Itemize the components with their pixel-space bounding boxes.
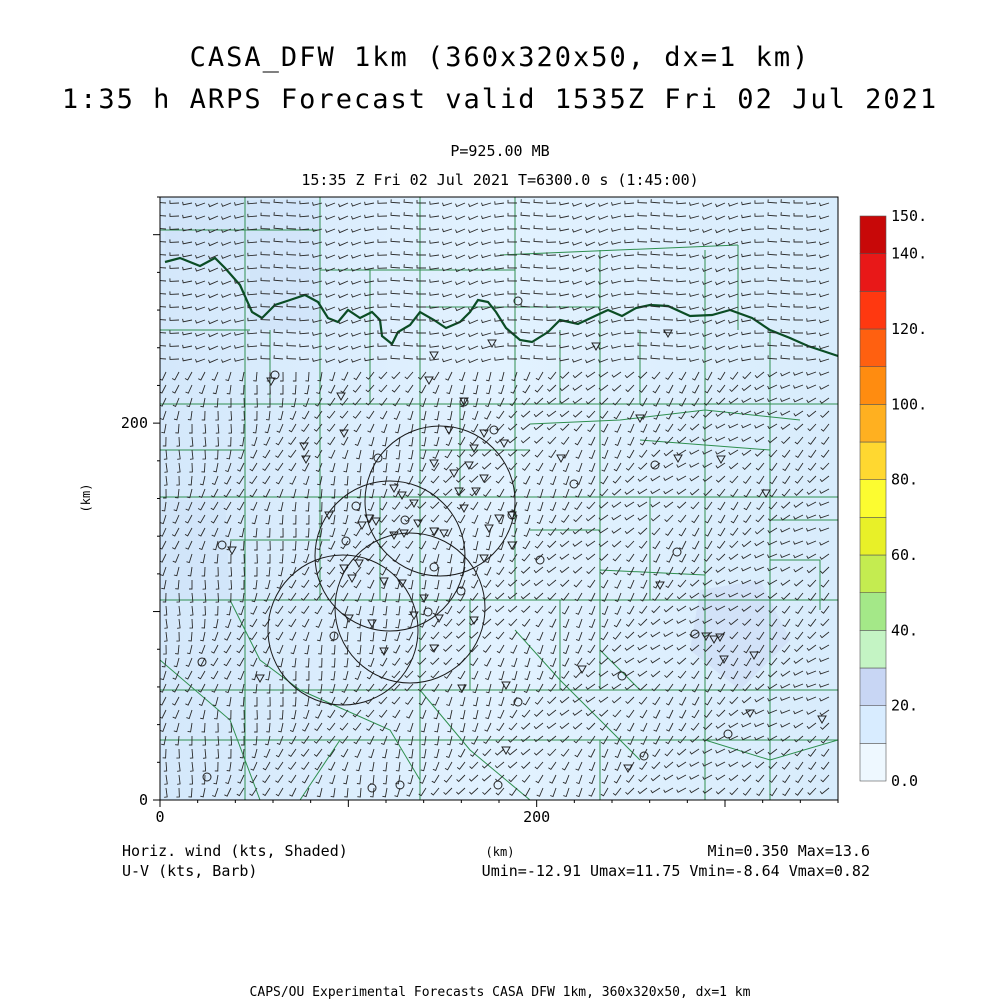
uv-stats-readout: Umin=-12.91 Umax=11.75 Vmin=-8.64 Vmax=0.82: [481, 862, 870, 880]
colorbar-swatch: [860, 480, 886, 518]
wind-shade-patch: [160, 500, 230, 600]
plot-area: [157, 197, 838, 800]
colorbar-swatch: [860, 517, 886, 555]
y-tick-label: 200: [120, 414, 148, 433]
y-axis-label: (km): [79, 483, 93, 513]
min-max-readout: Min=0.350 Max=13.6: [707, 842, 870, 860]
colorbar-swatch: [860, 706, 886, 744]
colorbar-swatch: [860, 743, 886, 781]
x-axis-ticks: [160, 800, 838, 807]
vector-label: U-V (kts, Barb): [122, 862, 258, 880]
colorbar-label: 120.: [891, 320, 928, 338]
colorbar-label: 80.: [891, 470, 919, 489]
colorbar-label: 20.: [891, 696, 919, 715]
colorbar-swatch: [860, 367, 886, 405]
colorbar-label: 100.: [891, 395, 928, 414]
y-axis-ticks: [153, 197, 160, 800]
colorbar-swatch: [860, 593, 886, 631]
colorbar-swatch: [860, 329, 886, 367]
x-tick-label: 200: [523, 808, 551, 826]
colorbar: [860, 207, 927, 790]
y-tick-label: 0: [138, 791, 148, 809]
colorbar-swatch: [860, 630, 886, 668]
colorbar-swatch: [860, 668, 886, 706]
pressure-level: P=925.00 MB: [450, 142, 550, 160]
colorbar-swatch: [860, 291, 886, 329]
colorbar-label: 140.: [891, 244, 928, 263]
valid-time: 15:35 Z Fri 02 Jul 2021 T=6300.0 s (1:45:00): [301, 171, 699, 189]
colorbar-swatch: [860, 404, 886, 442]
colorbar-swatch: [860, 555, 886, 593]
colorbar-label: 0.0: [891, 772, 919, 790]
colorbar-swatch: [860, 254, 886, 292]
chart-subtitle: 1:35 h ARPS Forecast valid 1535Z Fri 02 Jul 2021: [61, 84, 939, 115]
colorbar-swatch: [860, 442, 886, 480]
x-axis-label: (km): [485, 845, 515, 859]
field-label: Horiz. wind (kts, Shaded): [122, 842, 348, 860]
chart-title: CASA_DFW 1km (360x320x50, dx=1 km): [189, 42, 811, 73]
colorbar-swatch: [860, 216, 886, 254]
x-tick-label: 0: [155, 808, 165, 826]
colorbar-label: 150.: [891, 207, 928, 225]
footer-credit: CAPS/OU Experimental Forecasts CASA DFW 1km, 360x320x50, dx=1 km: [249, 985, 751, 1000]
colorbar-label: 60.: [891, 546, 919, 564]
colorbar-label: 40.: [891, 621, 919, 640]
